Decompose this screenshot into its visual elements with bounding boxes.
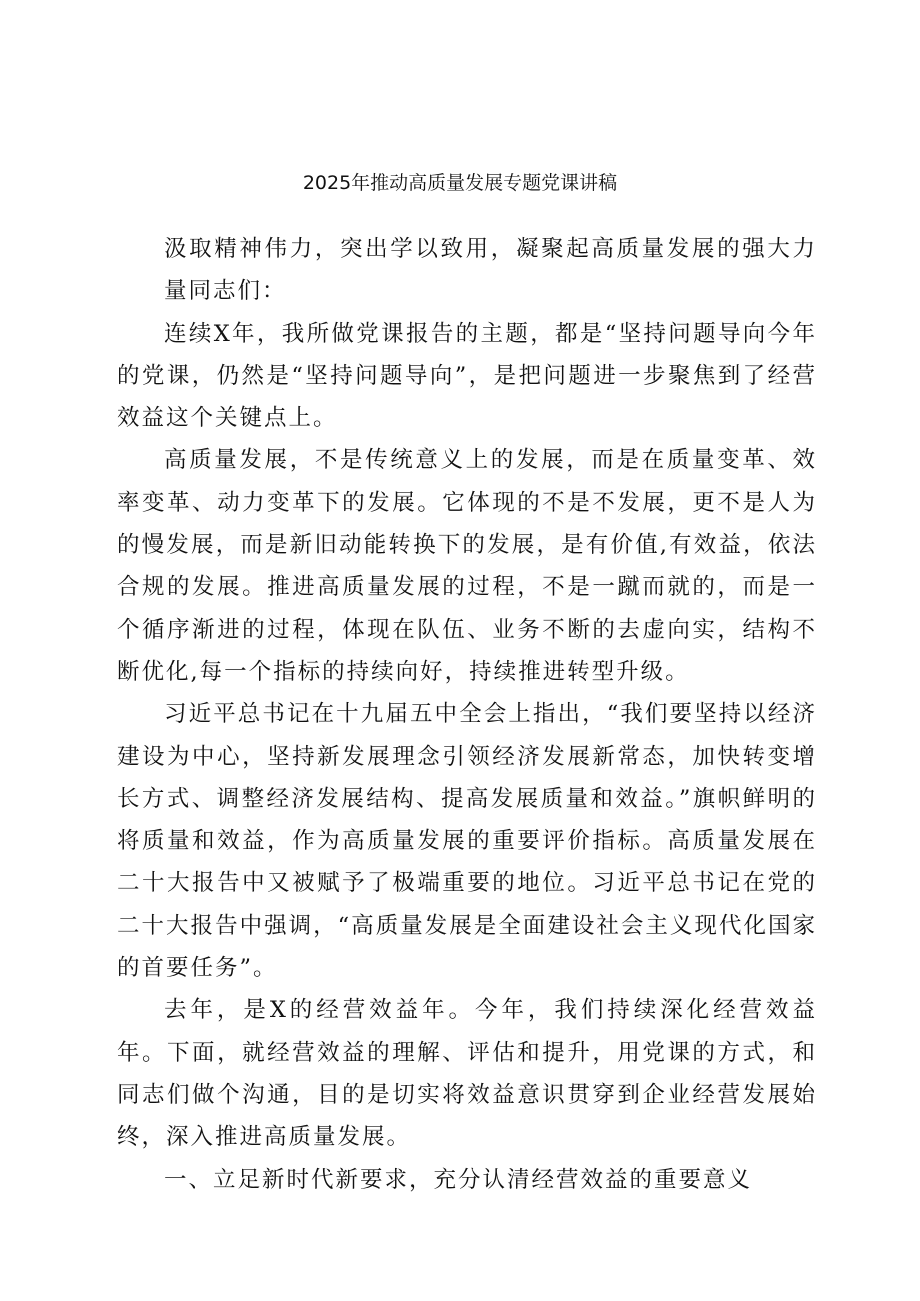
document-title: 2025年推动高质量发展专题党课讲稿	[302, 172, 618, 194]
document-body	[117, 228, 817, 1201]
paragraph: 去年，是X的经营效益年。今年，我们持续深化经营效益年。下面，就经营效益的理解、评估和提升，用党课的方式，和同志们做个沟通，目的是切实将效益意识贯穿到企业经营发展始终，深入推进高质量发展。	[117, 997, 817, 1151]
paragraph: 习近平总书记在十九届五中全会上指出，“我们要坚持以经济建设为中心，坚持新发展理念引领经济发展新常态，加快转变增长方式、调整经济发展结构、提高发展质量和效益。”旗帜鲜明的将质量和效益，作为高质量发展的重要评价指标。高质量发展在二十大报告中又被赋予了极端重要的地位。习近平总书记在党的二十大报告中强调，“高质量发展是全面建设社会主义现代化国家的首要任务”。	[117, 701, 817, 982]
paragraph: 高质量发展，不是传统意义上的发展，而是在质量变革、效率变革、动力变革下的发展。它体现的不是不发展，更不是人为的慢发展，而是新旧动能转换下的发展，是有价值,有效益，依法合规的发展。推进高质量发展的过程，不是一蹴而就的，而是一个循序渐进的过程，体现在队伍、业务不断的去虚向实，结构不断优化,每一个指标的持续向好，持续推进转型升级。	[117, 447, 817, 685]
paragraph-opening: 汲取精神伟力，突出学以致用，凝聚起高质量发展的强大力量同志们：	[164, 236, 817, 305]
paragraph: 连续X年，我所做党课报告的主题，都是“坚持问题导向今年的党课，仍然是“坚持问题导向”，是把问题进一步聚焦到了经营效益这个关键点上。	[117, 320, 817, 432]
section-heading: 一、立足新时代新要求，充分认清经营效益的重要意义	[164, 1166, 753, 1193]
